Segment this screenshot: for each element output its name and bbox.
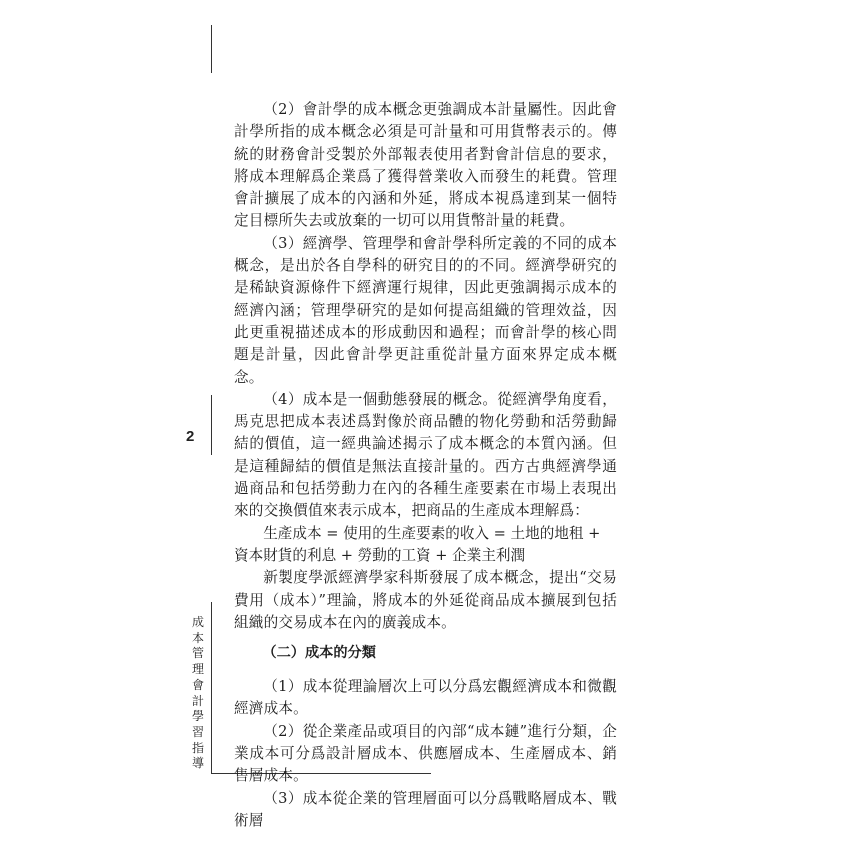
classification-3: （3）成本從企業的管理層面可以分爲戰略層成本、戰術層	[234, 789, 617, 829]
paragraph-3: （3）經濟學、管理學和會計學科所定義的不同的成本概念，是出於各自學科的研究目的的不同。經濟學研究的是稀缺資源條件下經濟運行規律，因此更強調揭示成本的經濟內涵；管理學研究的是如何提高組織的管理效益，因此更重視描述成本的形成動因和過程；而會計學的核心問題是計量，因此會計學更註重從計量方面來界定成本概念。	[234, 234, 617, 386]
section-heading: （二）成本的分類	[262, 645, 376, 662]
classification-1: （1）成本從理論層次上可以分爲宏觀經濟成本和微觀經濟成本。	[234, 678, 617, 718]
classification-2: （2）從企業產品或項目的內部“成本鏈”進行分類，企業成本可分爲設計層成本、供應層成本、生產層成本、銷售層成本。	[234, 722, 617, 785]
crop-mark	[211, 25, 212, 73]
production-cost-formula: 生產成本 = 使用的生產要素的收入 = 土地的地租 + 資本財貨的利息 + 勞動的工資 + 企業主利潤	[234, 524, 601, 564]
paragraph-coase: 新製度學派經濟學家科斯發展了成本概念，提出“交易費用（成本）”理論，將成本的外延從商品成本擴展到包括組織的交易成本在內的廣義成本。	[234, 569, 617, 631]
body-text	[234, 99, 617, 832]
margin-rule-top	[211, 395, 212, 455]
paragraph-2: （2）會計學的成本概念更強調成本計量屬性。因此會計學所指的成本概念必須是可計量和可用貨幣表示的。傳統的財務會計受製於外部報表使用者對會計信息的要求，將成本理解爲企業爲了獲得營業收入而發生的耗費。管理會計擴展了成本的內涵和外延，將成本視爲達到某一個特定目標所失去或放棄的一切可以用貨幣計量的耗費。	[234, 101, 617, 230]
running-title-vertical: 成本管理會計學習指導	[191, 615, 204, 771]
page-number: 2	[186, 428, 195, 445]
margin-rule-bottom	[211, 602, 212, 774]
paragraph-4: （4）成本是一個動態發展的概念。從經濟學角度看，馬克思把成本表述爲對像於商品體的物化勞動和活勞動歸結的價值，這一經典論述揭示了成本概念的本質內涵。但是這種歸結的價值是無法直接計量的。西方古典經濟學通過商品和包括勞動力在內的各種生產要素在市場上表現出來的交換價值來表示成本，把商品的生產成本理解爲：	[234, 390, 617, 520]
